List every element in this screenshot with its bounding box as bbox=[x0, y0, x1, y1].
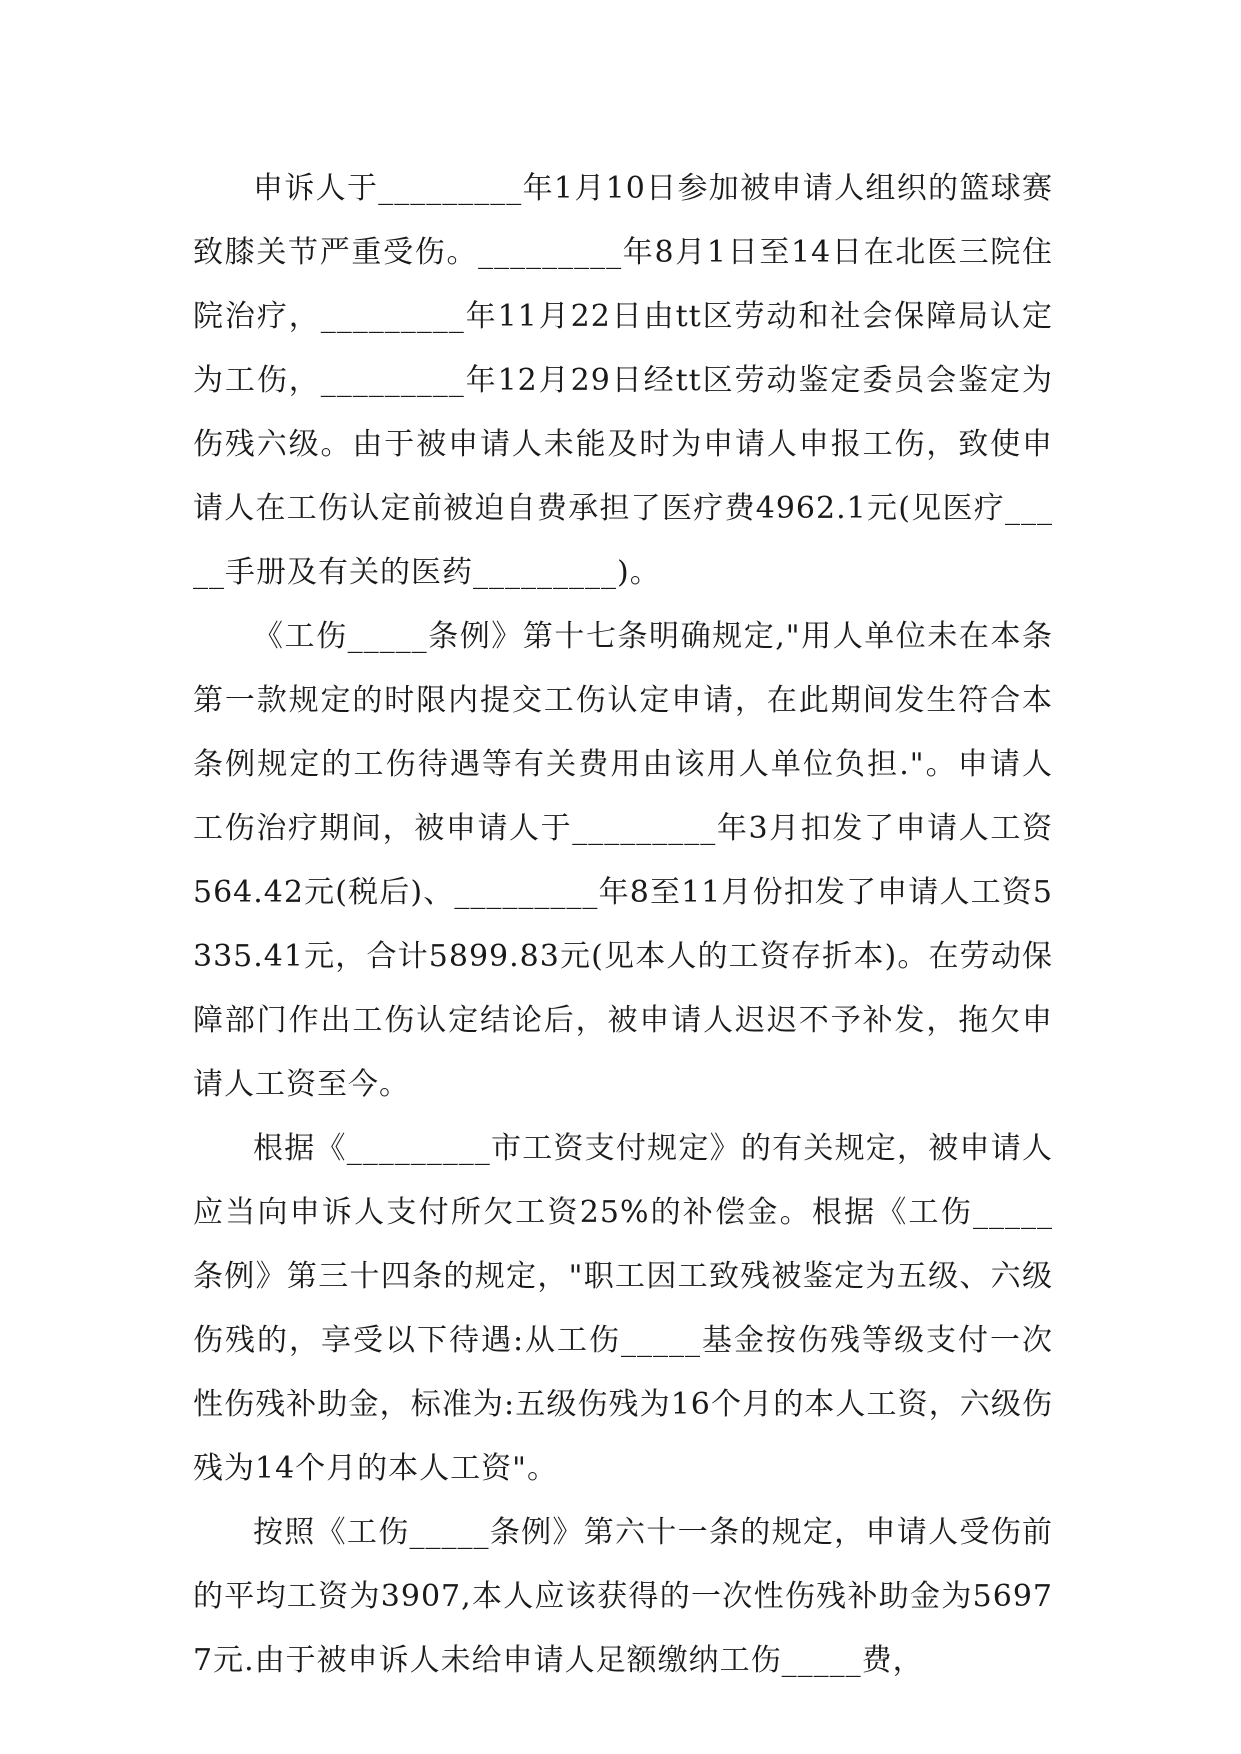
paragraph-1: 申诉人于_________年1月10日参加被申请人组织的篮球赛致膝关节严重受伤。_________年8月1日至14日在北医三院住院治疗，_________年11月22日由tt区劳动和社会保障局认定为工伤，_________年12月29日经tt区劳动鉴定委员会鉴定为伤残六级。由于被申请人未能及时为申请人申报工伤，致使申请人在工伤认定前被迫自费承担了医疗费4962.1元(见医疗_____手册及有关的医药_________)。 bbox=[193, 171, 1053, 590]
paragraph-2: 《工伤_____条例》第十七条明确规定,"用人单位未在本条第一款规定的时限内提交工伤认定申请，在此期间发生符合本条例规定的工伤待遇等有关费用由该用人单位负担."。申请人工伤治疗期间，被申请人于_________年3月扣发了申请人工资564.42元(税后)、_________年8至11月份扣发了申请人工资5335.41元，合计5899.83元(见本人的工资存折本)。在劳动保障部门作出工伤认定结论后，被申请人迟迟不予补发，拖欠申请人工资至今。 bbox=[193, 619, 1053, 1102]
document-body bbox=[193, 157, 1053, 1693]
paragraph-3: 根据《_________市工资支付规定》的有关规定，被申请人应当向申诉人支付所欠工资25%的补偿金。根据《工伤_____条例》第三十四条的规定，"职工因工致残被鉴定为五级、六级伤残的，享受以下待遇:从工伤_____基金按伤残等级支付一次性伤残补助金，标准为:五级伤残为16个月的本人工资，六级伤残为14个月的本人工资"。 bbox=[193, 1131, 1053, 1486]
paragraph-4: 按照《工伤_____条例》第六十一条的规定，申请人受伤前的平均工资为3907,本人应该获得的一次性伤残补助金为56977元.由于被申诉人未给申请人足额缴纳工伤_____费， bbox=[193, 1515, 1053, 1678]
